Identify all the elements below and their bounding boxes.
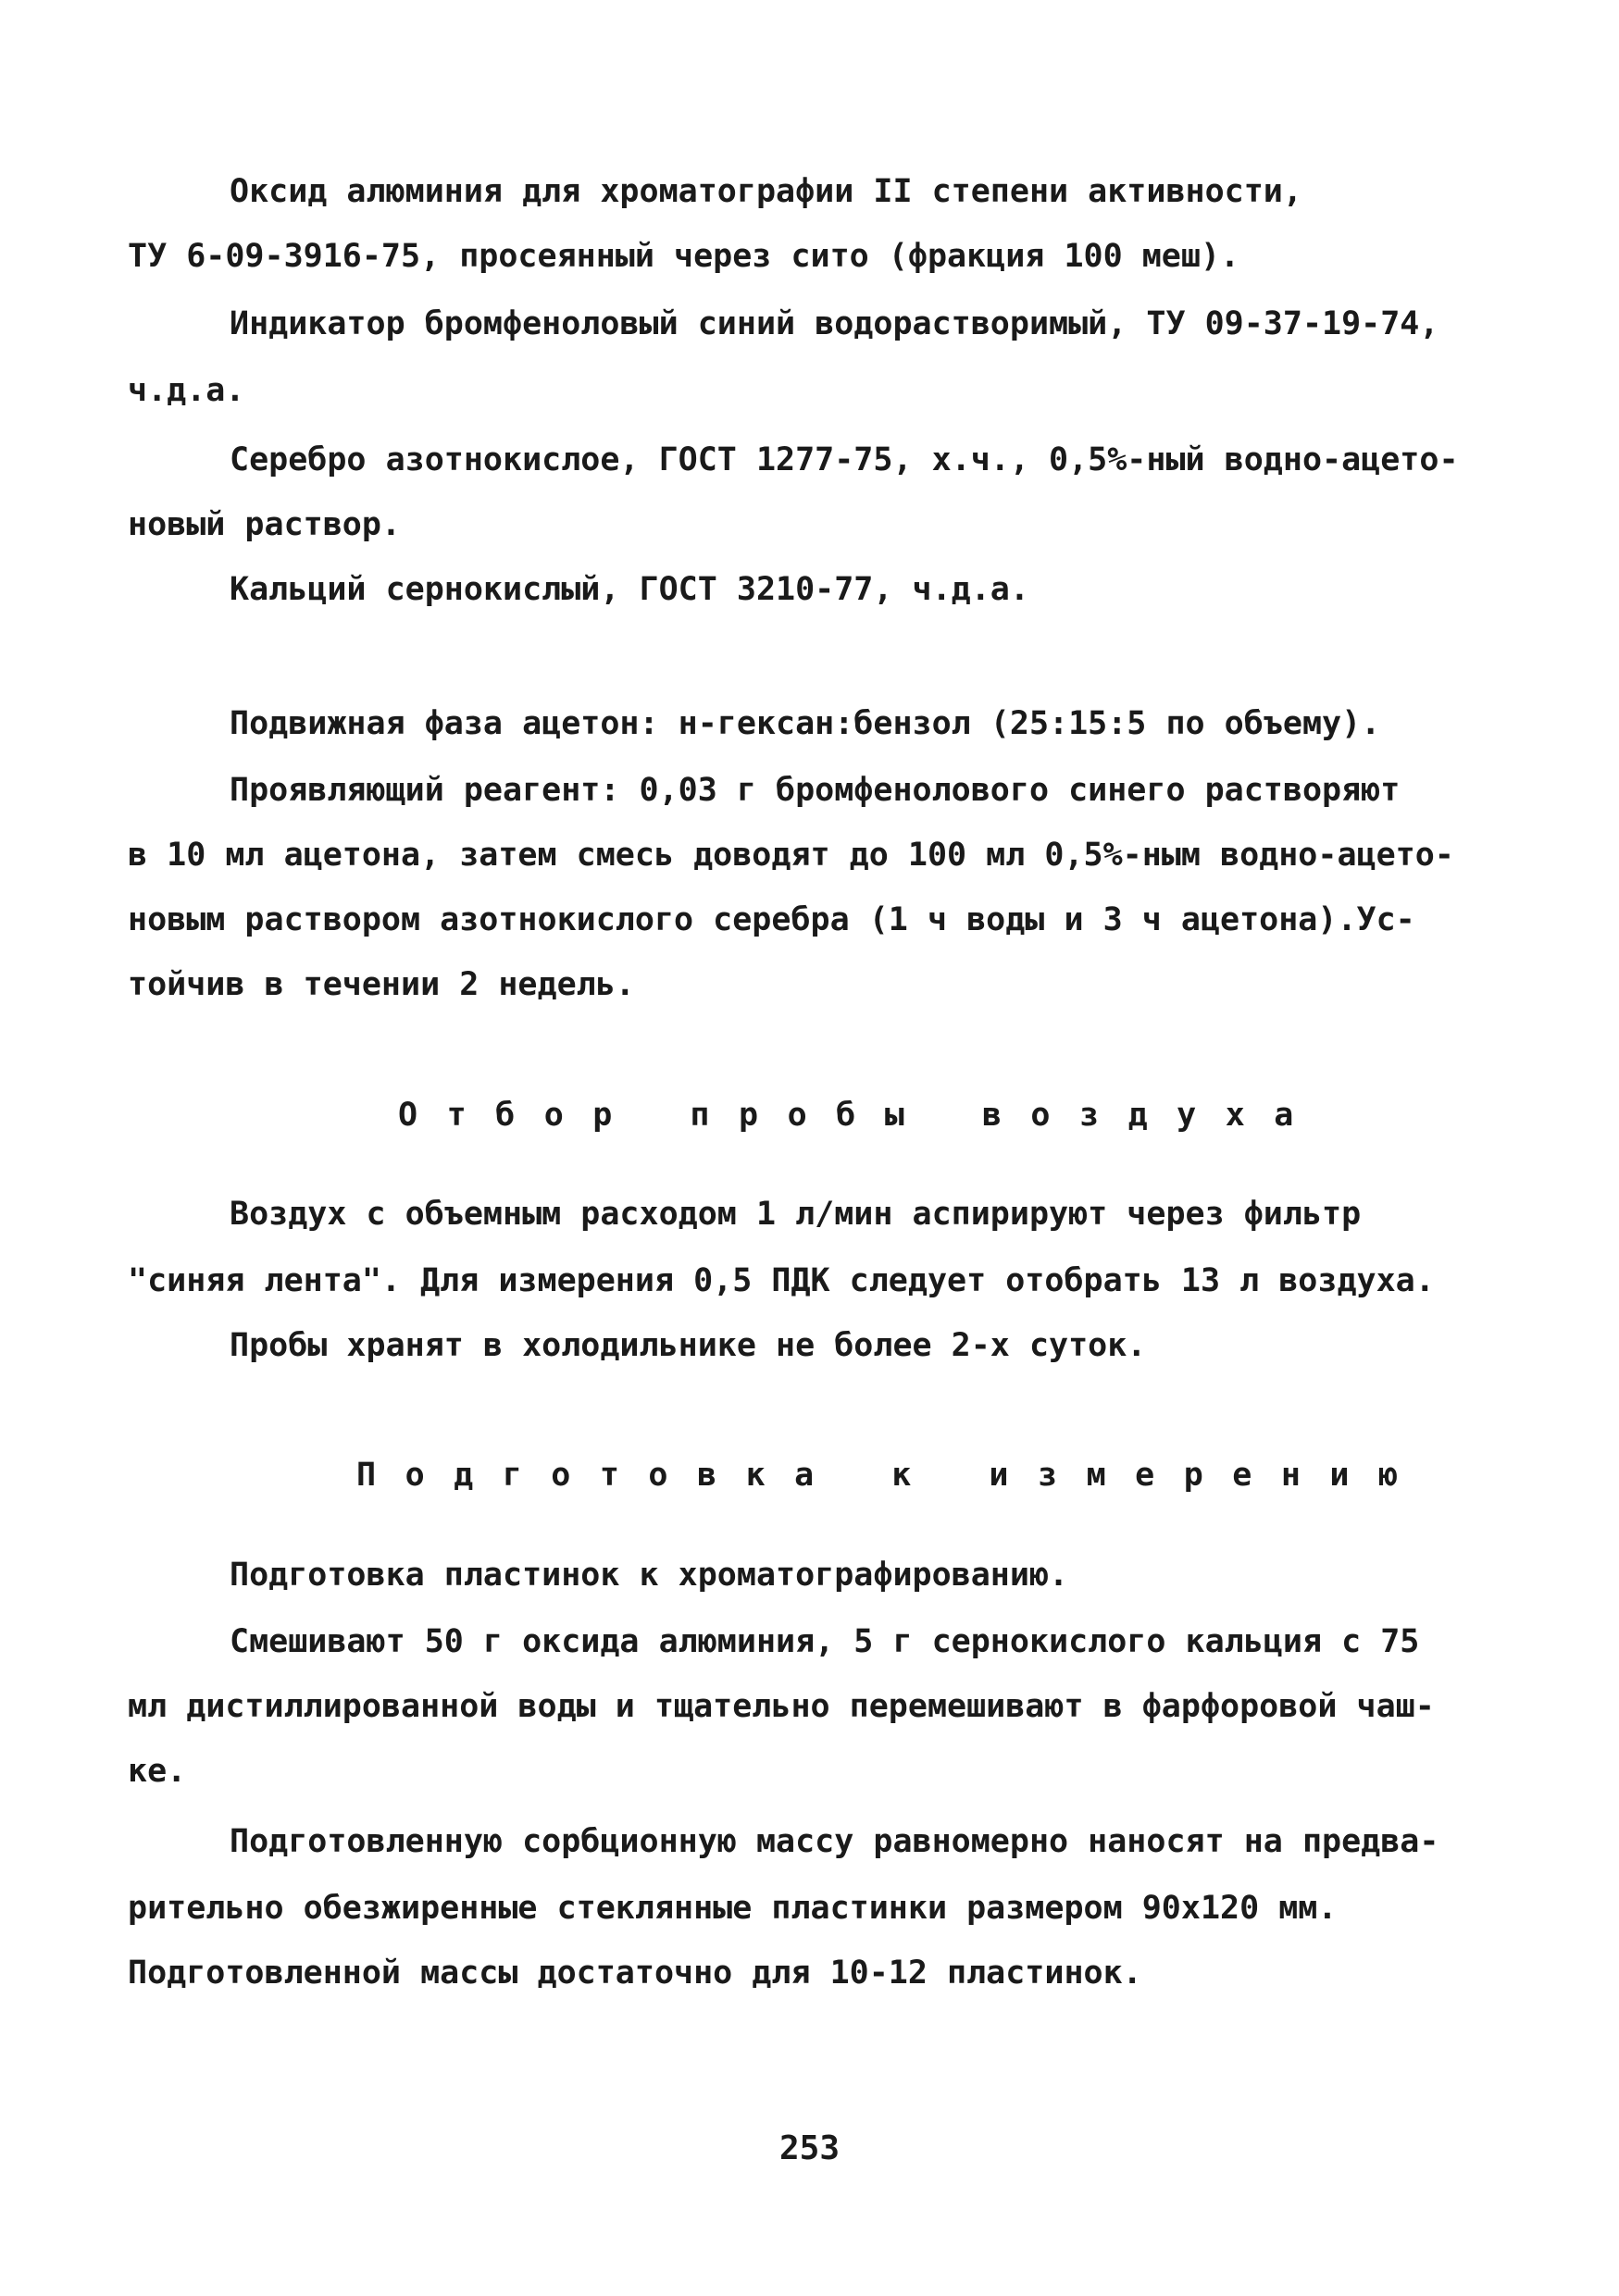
text-line: в 10 мл ацетона, затем смесь доводят до 100 мл 0,5%-ным водно-ацето- — [128, 837, 1454, 874]
text-line: Серебро азотнокислое, ГОСТ 1277-75, х.ч., 0,5%-ный водно-ацето- — [230, 441, 1459, 478]
text-line: Подготовленной массы достаточно для 10-12 пластинок. — [128, 1955, 1142, 1992]
section-heading: Подготовка к измерению — [356, 1457, 1427, 1494]
text-line: Подвижная фаза ацетон: н-гексан:бензол (25:15:5 по объему). — [230, 705, 1381, 742]
text-line: тойчив в течении 2 недель. — [128, 966, 635, 1003]
text-line: Воздух с объемным расходом 1 л/мин аспирируют через фильтр — [230, 1196, 1362, 1233]
section-heading: Отбор пробы воздуха — [398, 1097, 1323, 1134]
text-line: рительно обезжиренные стеклянные пластинки размером 90х120 мм. — [128, 1890, 1338, 1927]
text-line: ТУ 6-09-3916-75, просеянный через сито (фракция 100 меш). — [128, 238, 1240, 275]
text-line: новым раствором азотнокислого серебра (1 ч воды и 3 ч ацетона).Ус- — [128, 901, 1415, 938]
text-line: ч.д.а. — [128, 372, 245, 409]
text-line: Подготовленную сорбционную массу равномерно наносят на предва- — [230, 1823, 1439, 1860]
text-line: Смешивают 50 г оксида алюминия, 5 г сернокислого кальция с 75 — [230, 1623, 1420, 1660]
text-line: новый раствор. — [128, 506, 402, 543]
text-line: Подготовка пластинок к хроматографированию. — [230, 1557, 1069, 1594]
text-line: Оксид алюминия для хроматографии II степени активности, — [230, 173, 1302, 210]
text-line: Пробы хранят в холодильнике не более 2-х суток. — [230, 1327, 1147, 1364]
text-line: Кальций сернокислый, ГОСТ 3210-77, ч.д.а. — [230, 571, 1029, 608]
page-number: 253 — [778, 2129, 841, 2167]
text-line: Индикатор бромфеноловый синий водорастворимый, ТУ 09-37-19-74, — [230, 305, 1439, 342]
text-line: ке. — [128, 1753, 187, 1790]
text-line: "синяя лента". Для измерения 0,5 ПДК следует отобрать 13 л воздуха. — [128, 1262, 1435, 1299]
text-line: мл дистиллированной воды и тщательно перемешивают в фарфоровой чаш- — [128, 1688, 1435, 1725]
text-line: Проявляющий реагент: 0,03 г бромфенолового синего растворяют — [230, 772, 1401, 809]
